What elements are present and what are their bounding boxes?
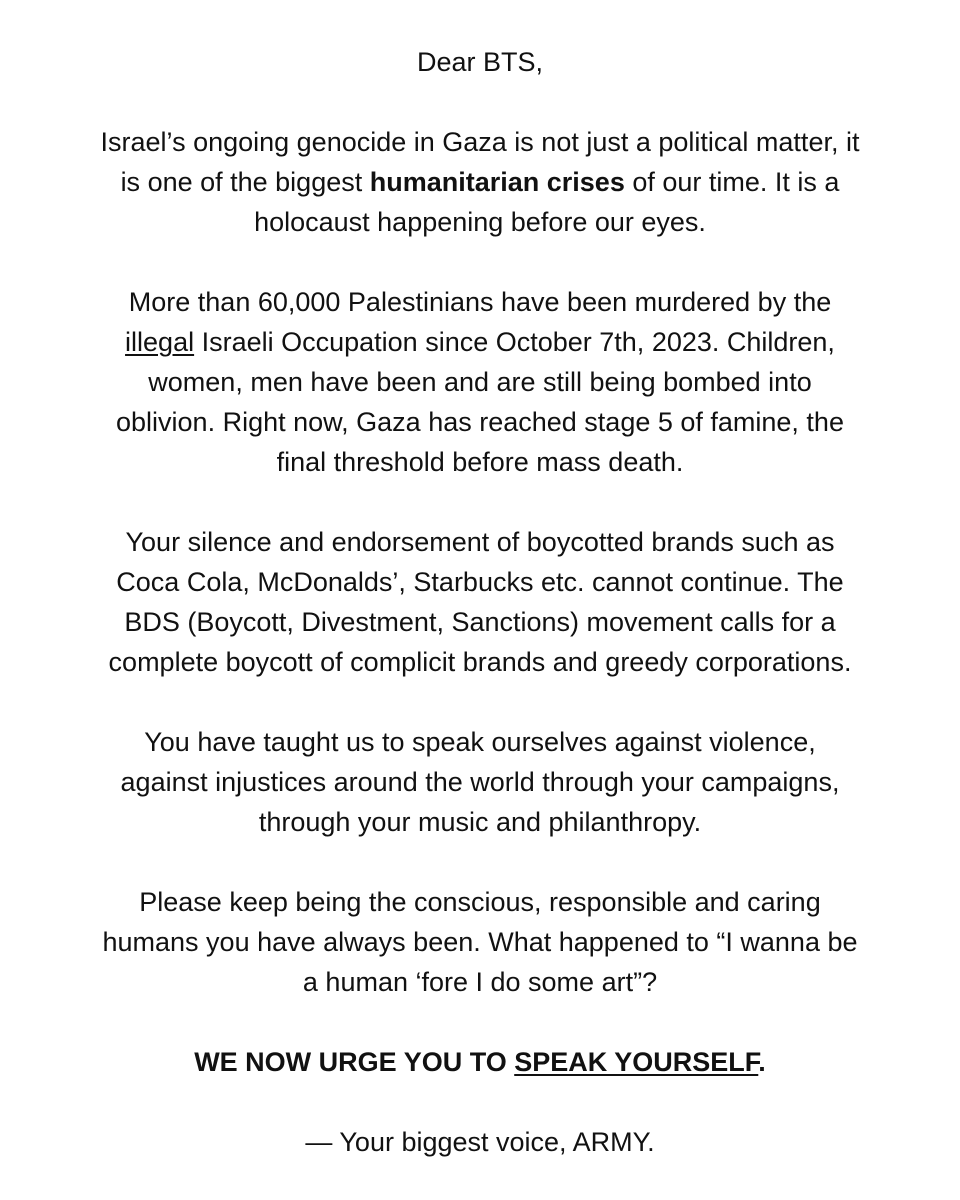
paragraph-line: oblivion. Right now, Gaza has reached stage 5 of famine, the — [116, 407, 844, 437]
underlined-speak-yourself: SPEAK YOURSELF — [514, 1047, 759, 1077]
paragraph-boycott — [40, 522, 920, 682]
paragraph-line: complete boycott of complicit brands and greedy corporations. — [108, 647, 852, 677]
paragraph-line: through your music and philanthropy. — [258, 807, 702, 837]
paragraph-line — [40, 162, 920, 202]
text-run: is one of the biggest — [120, 167, 370, 197]
paragraph-genocide — [40, 122, 920, 242]
paragraph-line — [40, 322, 920, 362]
paragraph-line: More than 60,000 Palestinians have been murdered by the — [128, 287, 832, 317]
salutation-text: Dear BTS, — [416, 47, 544, 77]
paragraph-casualties — [40, 282, 920, 482]
emphasis-humanitarian-crises: humanitarian crises — [369, 167, 625, 197]
paragraph-plea — [40, 882, 920, 1002]
salutation — [40, 42, 920, 82]
paragraph-line: Your silence and endorsement of boycotted brands such as — [125, 527, 835, 557]
paragraph-line: Israel’s ongoing genocide in Gaza is not just a political matter, it — [100, 127, 860, 157]
paragraph-taught-us — [40, 722, 920, 842]
paragraph-line: final threshold before mass death. — [276, 447, 684, 477]
call-to-action-line — [40, 1042, 920, 1082]
paragraph-line: You have taught us to speak ourselves against violence, — [144, 727, 816, 757]
paragraph-line: women, men have been and are still being bombed into — [148, 367, 812, 397]
text-run: of our time. It is a — [624, 167, 840, 197]
paragraph-line: a human ‘fore I do some art”? — [302, 967, 658, 997]
signoff — [40, 1122, 920, 1162]
paragraph-line: against injustices around the world through your campaigns, — [120, 767, 840, 797]
paragraph-line: Coca Cola, McDonalds’, Starbucks etc. cannot continue. The — [116, 567, 844, 597]
text-run: WE NOW URGE YOU TO — [194, 1047, 515, 1077]
paragraph-line: holocaust happening before our eyes. — [254, 207, 706, 237]
text-run: . — [758, 1047, 766, 1077]
underlined-illegal: illegal — [125, 327, 195, 357]
call-to-action — [40, 1042, 920, 1082]
paragraph-line: BDS (Boycott, Divestment, Sanctions) movement calls for a — [124, 607, 836, 637]
signoff-text: — Your biggest voice, ARMY. — [305, 1127, 655, 1157]
paragraph-line: Please keep being the conscious, responsible and caring — [139, 887, 821, 917]
paragraph-line: humans you have always been. What happened to “I wanna be — [102, 927, 858, 957]
text-run: Israeli Occupation since October 7th, 2023. Children, — [194, 327, 835, 357]
